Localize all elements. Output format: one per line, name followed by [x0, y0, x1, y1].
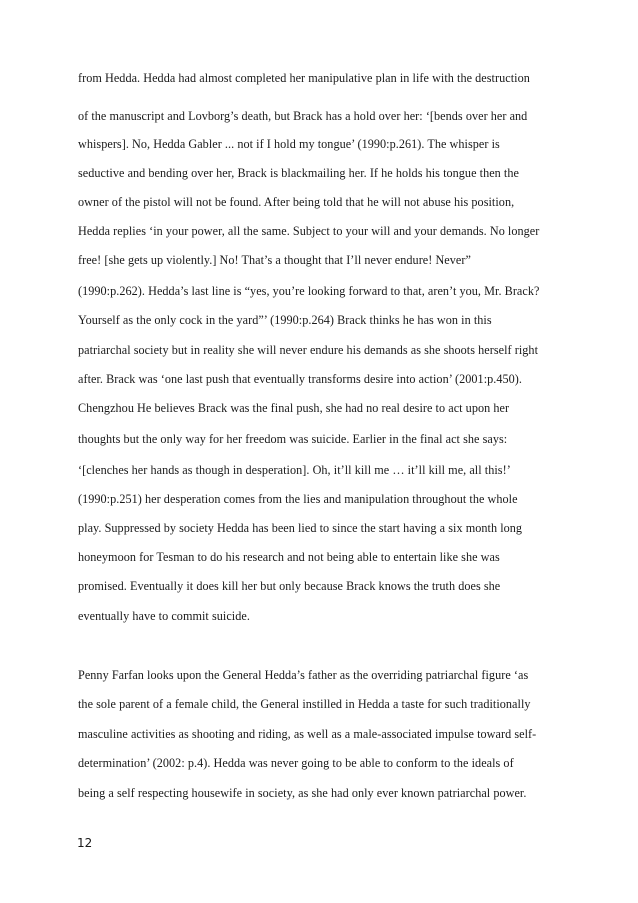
body-text-line: patriarchal society but in reality she will never endure his demands as she shoots herself right — [78, 343, 539, 357]
body-text-line: thoughts but the only way for her freedom was suicide. Earlier in the final act she says: — [78, 432, 508, 446]
body-text-line: honeymoon for Tesman to do his research and not being able to entertain like she was — [78, 550, 500, 564]
body-text-line: (1990:p.251) her desperation comes from the lies and manipulation throughout the whole — [78, 492, 518, 506]
page-number: 12 — [77, 836, 93, 850]
body-text-line: masculine activities as shooting and riding, as well as a male-associated impulse toward self- — [78, 727, 537, 741]
body-text-line: the sole parent of a female child, the General instilled in Hedda a taste for such traditionally — [78, 697, 531, 711]
body-text-line: determination’ (2002: p.4). Hedda was never going to be able to conform to the ideals of — [78, 756, 514, 770]
body-text-line: owner of the pistol will not be found. After being told that he will not abuse his position, — [78, 195, 515, 209]
body-text-line: eventually have to commit suicide. — [78, 609, 250, 623]
body-text-line: whispers]. No, Hedda Gabler ... not if I hold my tongue’ (1990:p.261). The whisper is — [78, 137, 500, 151]
body-text-line: ‘[clenches her hands as though in desperation]. Oh, it’ll kill me … it’ll kill me, all this!’ — [78, 463, 511, 477]
body-text-line: promised. Eventually it does kill her but only because Brack knows the truth does she — [78, 579, 501, 593]
body-text-line: free! [she gets up violently.] No! That’s a thought that I’ll never endure! Never” — [78, 253, 471, 267]
body-text-line: (1990:p.262). Hedda’s last line is “yes, you’re looking forward to that, aren’t you, Mr. Brack? — [78, 284, 540, 298]
body-text-line: play. Suppressed by society Hedda has been lied to since the start having a six month long — [78, 521, 523, 535]
body-text-line: being a self respecting housewife in society, as she had only ever known patriarchal power. — [78, 786, 527, 800]
body-text-line: Penny Farfan looks upon the General Hedda’s father as the overriding patriarchal figure ‘as — [78, 668, 529, 682]
body-text-line: from Hedda. Hedda had almost completed her manipulative plan in life with the destruction — [78, 71, 530, 85]
body-text-line: seductive and bending over her, Brack is blackmailing her. If he holds his tongue then the — [78, 166, 519, 180]
body-text-line: Yourself as the only cock in the yard”’ (1990:p.264) Brack thinks he has won in this — [78, 313, 492, 327]
body-text-line: Chengzhou He believes Brack was the final push, she had no real desire to act upon her — [78, 401, 510, 415]
body-text-line: of the manuscript and Lovborg’s death, but Brack has a hold over her: ‘[bends over her and — [78, 109, 528, 123]
body-text-line: Hedda replies ‘in your power, all the same. Subject to your will and your demands. No longer — [78, 224, 540, 238]
body-text-line: after. Brack was ‘one last push that eventually transforms desire into action’ (2001:p.450). — [78, 372, 523, 386]
